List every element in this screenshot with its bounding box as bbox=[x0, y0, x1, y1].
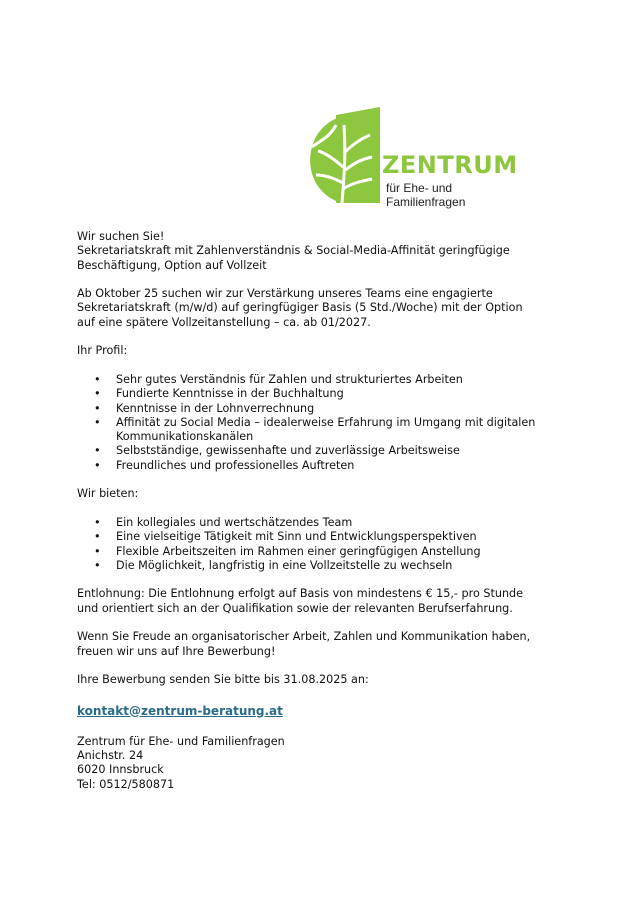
profile-heading: Ihr Profil: bbox=[77, 344, 128, 358]
paragraph-text: Sekretariatskraft (m/w/d) auf geringfügiger Basis (5 Std./Woche) mit der Option bbox=[77, 301, 523, 315]
address-city: 6020 Innsbruck bbox=[77, 763, 164, 777]
list-item-text: Kommunikationskanälen bbox=[116, 430, 254, 444]
list-item bbox=[77, 559, 577, 573]
list-item-text: Kenntnisse in der Lohnverrechnung bbox=[116, 401, 315, 415]
list-item-text: Fundierte Kenntnisse in der Buchhaltung bbox=[116, 387, 344, 401]
list-item-text: Sehr gutes Verständnis für Zahlen und strukturiertes Arbeiten bbox=[116, 372, 463, 386]
list-item-text: Selbstständige, gewissenhafte und zuverlässige Arbeitsweise bbox=[116, 444, 460, 458]
bullet-icon: • bbox=[94, 387, 101, 401]
bullet-icon: • bbox=[94, 372, 101, 386]
paragraph-text: Ab Oktober 25 suchen wir zur Verstärkung unseres Teams eine engagierte bbox=[77, 287, 493, 301]
list-item-text: Ein kollegiales und wertschätzendes Team bbox=[116, 515, 353, 529]
address-phone: Tel: 0512/580871 bbox=[77, 777, 175, 791]
list-item bbox=[77, 444, 577, 458]
list-item bbox=[77, 516, 577, 530]
zentrum-logo bbox=[306, 107, 518, 213]
list-item bbox=[77, 545, 577, 559]
closing-text: Wenn Sie Freude an organisatorischer Arbeit, Zahlen und Kommunikation haben, bbox=[77, 630, 531, 644]
list-item bbox=[77, 402, 577, 416]
salary-text: und orientiert sich an der Qualifikation sowie der relevanten Berufserfahrung. bbox=[77, 601, 513, 615]
closing-text: freuen wir uns auf Ihre Bewerbung! bbox=[77, 644, 276, 658]
bullet-icon: • bbox=[94, 558, 101, 572]
list-item bbox=[77, 387, 577, 401]
bullet-icon: • bbox=[94, 544, 101, 558]
list-item-text: Eine vielseitige Tätigkeit mit Sinn und Entwicklungsperspektiven bbox=[116, 530, 477, 544]
logo-subtitle-line: Familienfragen bbox=[386, 195, 466, 209]
bullet-icon: • bbox=[94, 444, 101, 458]
leaf-icon bbox=[306, 107, 386, 213]
list-item-text: Flexible Arbeitszeiten im Rahmen einer geringfügigen Anstellung bbox=[116, 544, 481, 558]
bullet-icon: • bbox=[94, 530, 101, 544]
logo-wordmark: ZENTRUM bbox=[382, 151, 518, 179]
list-item-text: Freundliches und professionelles Auftreten bbox=[116, 458, 355, 472]
bullet-icon: • bbox=[94, 515, 101, 529]
application-text: Ihre Bewerbung senden Sie bitte bis 31.08.2025 an: bbox=[77, 673, 369, 687]
logo-subtitle bbox=[386, 181, 465, 209]
offer-heading: Wir bieten: bbox=[77, 487, 139, 501]
intro-text: Sekretariatskraft mit Zahlenverständnis & Social-Media-Affinität geringfügige bbox=[77, 244, 510, 258]
list-item-text: Die Möglichkeit, langfristig in eine Vollzeitstelle zu wechseln bbox=[116, 558, 453, 572]
logo-subtitle-line: für Ehe- und bbox=[386, 181, 453, 195]
list-item bbox=[77, 416, 577, 445]
bullet-icon: • bbox=[94, 458, 101, 472]
intro-heading: Wir suchen Sie! bbox=[77, 230, 165, 243]
profile-list bbox=[77, 373, 577, 473]
bullet-icon: • bbox=[94, 415, 101, 429]
list-item-text: Affinität zu Social Media – idealerweise Erfahrung im Umgang mit digitalen bbox=[116, 415, 536, 429]
bullet-icon: • bbox=[94, 401, 101, 415]
address-street: Anichstr. 24 bbox=[77, 749, 144, 763]
list-item bbox=[77, 530, 577, 544]
list-item bbox=[77, 373, 577, 387]
salary-text: Entlohnung: Die Entlohnung erfolgt auf Basis von mindestens € 15,- pro Stunde bbox=[77, 587, 524, 601]
email-link[interactable]: kontakt@zentrum-beratung.at bbox=[77, 703, 283, 718]
paragraph-text: auf eine spätere Vollzeitanstellung – ca. ab 01/2027. bbox=[77, 315, 371, 329]
address-name: Zentrum für Ehe- und Familienfragen bbox=[77, 734, 285, 748]
document-body bbox=[77, 230, 577, 792]
offer-list bbox=[77, 516, 577, 573]
list-item bbox=[77, 459, 577, 473]
intro-text: Beschäftigung, Option auf Vollzeit bbox=[77, 258, 267, 272]
